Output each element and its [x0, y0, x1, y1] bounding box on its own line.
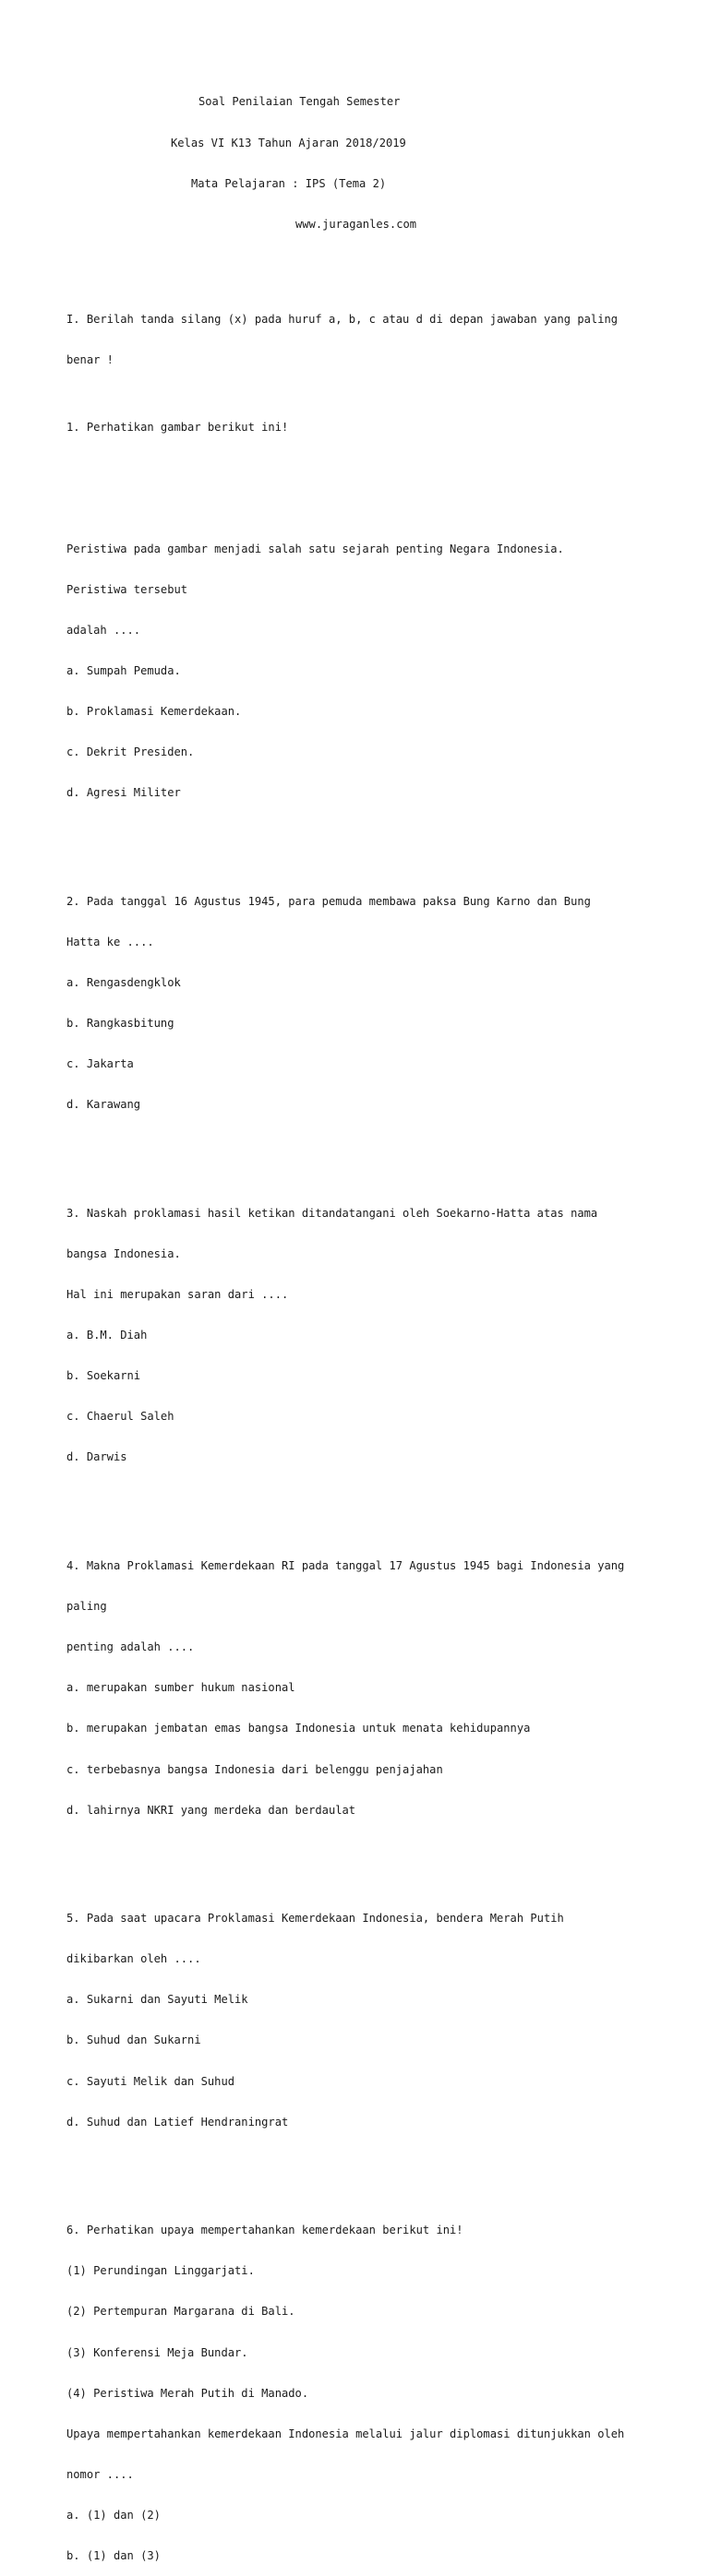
question-1-text: Peristiwa tersebut — [66, 582, 188, 596]
question-3-text: 3. Naskah proklamasi hasil ketikan ditandatangani oleh Soekarno-Hatta atas nama — [66, 1206, 598, 1220]
question-4-option: b. merupakan jembatan emas bangsa Indonesia untuk menata kehidupannya — [66, 1722, 531, 1735]
question-2-text: Hatta ke .... — [66, 935, 154, 948]
question-1-text: adalah .... — [66, 623, 141, 637]
question-3-text: Hal ini merupakan saran dari .... — [66, 1288, 289, 1302]
question-2-option: b. Rangkasbitung — [66, 1017, 174, 1031]
spacer — [66, 827, 657, 841]
question-6-text: (4) Peristiwa Merah Putih di Manado. — [66, 2386, 309, 2400]
instruction-line: I. Berilah tanda silang (x) pada huruf a, b, c atau d di depan jawaban yang paling — [66, 312, 619, 326]
question-1-image-placeholder — [66, 461, 657, 515]
question-5-option: b. Suhud dan Sukarni — [66, 2033, 201, 2047]
question-3-option: d. Darwis — [66, 1450, 127, 1464]
question-6-text: 6. Perhatikan upaya mempertahankan kemerdekaan berikut ini! — [66, 2224, 463, 2237]
document-subject: Mata Pelajaran : IPS (Tema 2) — [191, 176, 387, 190]
document-class-year: Kelas VI K13 Tahun Ajaran 2018/2019 — [171, 136, 406, 149]
question-4-text: penting adalah .... — [66, 1640, 195, 1654]
question-6-option: b. (1) dan (3) — [66, 2549, 161, 2563]
question-1-text: 1. Perhatikan gambar berikut ini! — [66, 421, 289, 435]
document-title: Soal Penilaian Tengah Semester — [198, 95, 401, 109]
question-2-option: c. Jakarta — [66, 1057, 134, 1071]
question-1-option: c. Dekrit Presiden. — [66, 745, 195, 759]
question-2-option: a. Rengasdengklok — [66, 976, 181, 990]
question-4-option: a. merupakan sumber hukum nasional — [66, 1681, 295, 1695]
question-2-option: d. Karawang — [66, 1098, 141, 1112]
question-3-option: a. B.M. Diah — [66, 1329, 148, 1342]
document-website: www.juraganles.com — [295, 217, 417, 231]
spacer — [66, 1139, 657, 1152]
question-6-text: Upaya mempertahankan kemerdekaan Indonesia melalui jalur diplomasi ditunjukkan oleh — [66, 2427, 625, 2440]
instruction-line: benar ! — [66, 352, 114, 366]
question-4-text: 4. Makna Proklamasi Kemerdekaan RI pada tanggal 17 Agustus 1945 bagi Indonesia yang — [66, 1559, 625, 1573]
document-page — [66, 68, 657, 2576]
question-3-text: bangsa Indonesia. — [66, 1246, 181, 1260]
spacer — [66, 1492, 657, 1506]
spacer — [66, 258, 657, 272]
question-4-option: d. lahirnya NKRI yang merdeka dan berdaulat — [66, 1803, 356, 1817]
question-3-option: c. Chaerul Saleh — [66, 1410, 174, 1424]
question-1-text: Peristiwa pada gambar menjadi salah satu sejarah penting Negara Indonesia. — [66, 542, 564, 555]
spacer — [66, 1844, 657, 1858]
question-1-option: a. Sumpah Pemuda. — [66, 663, 181, 677]
question-4-text: paling — [66, 1600, 107, 1614]
question-5-option: c. Sayuti Melik dan Suhud — [66, 2074, 235, 2088]
question-3-option: b. Soekarni — [66, 1369, 141, 1383]
question-6-text: nomor .... — [66, 2467, 134, 2481]
question-5-option: a. Sukarni dan Sayuti Melik — [66, 1993, 248, 2007]
question-4-option: c. terbebasnya bangsa Indonesia dari belenggu penjajahan — [66, 1762, 443, 1776]
question-1-option: b. Proklamasi Kemerdekaan. — [66, 705, 242, 719]
question-5-text: dikibarkan oleh .... — [66, 1952, 201, 1966]
question-6-text: (2) Pertempuran Margarana di Bali. — [66, 2305, 295, 2319]
question-1-option: d. Agresi Militer — [66, 786, 181, 800]
question-5-text: 5. Pada saat upacara Proklamasi Kemerdekaan Indonesia, bendera Merah Putih — [66, 1912, 564, 1926]
question-6-option: a. (1) dan (2) — [66, 2508, 161, 2522]
question-6-text: (1) Perundingan Linggarjati. — [66, 2264, 255, 2278]
question-6-text: (3) Konferensi Meja Bundar. — [66, 2345, 248, 2359]
question-2-text: 2. Pada tanggal 16 Agustus 1945, para pemuda membawa paksa Bung Karno dan Bung — [66, 894, 591, 908]
spacer — [66, 2156, 657, 2170]
question-5-option: d. Suhud dan Latief Hendraningrat — [66, 2115, 289, 2129]
